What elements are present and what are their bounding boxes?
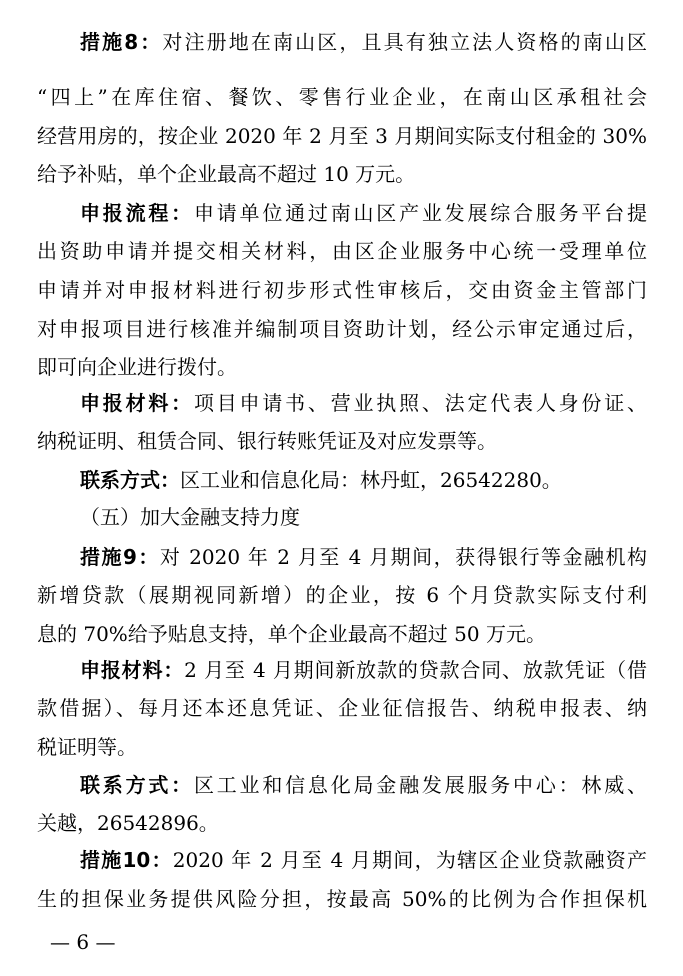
materials-line-1 <box>80 383 647 423</box>
measure-9-line-3: 息的 70%给予贴息支持，单个企业最高不超过 50 万元。 <box>37 622 546 646</box>
process-line-4: 对申报项目进行核准并编制项目资助计划，经公示审定通过后， <box>37 317 647 341</box>
measure-10-line-1 <box>80 840 647 880</box>
measure-10-label: 措施10： <box>80 848 173 872</box>
measure-9-line-1 <box>80 537 647 577</box>
contact-label: 联系方式： <box>80 468 180 492</box>
measure-8-text: 对注册地在南山区，且具有独立法人资格的南山区 <box>162 30 648 54</box>
materials-label: 申报材料： <box>80 391 194 415</box>
contact-2-line-1 <box>80 765 647 805</box>
materials-2-line-2: 款借据）、每月还本还息凭证、企业征信报告、纳税申报表、纳 <box>37 696 647 720</box>
process-line-1 <box>80 193 647 233</box>
measure-9-label: 措施9： <box>80 545 160 569</box>
process-text: 申请单位通过南山区产业发展综合服务平台提 <box>193 201 648 225</box>
materials-2-line-1 <box>80 650 647 690</box>
measure-9-line-2: 新增贷款（展期视同新增）的企业，按 6 个月贷款实际支付利 <box>37 583 647 607</box>
materials-2-text: 2 月至 4 月期间新放款的贷款合同、放款凭证（借 <box>184 658 648 682</box>
page-number: — 6 — <box>50 930 116 954</box>
materials-2-line-3: 税证明等。 <box>37 735 137 759</box>
contact-text: 区工业和信息化局：林丹虹，26542280。 <box>180 468 562 492</box>
materials-2-label: 申报材料： <box>80 658 185 682</box>
materials-line-2: 纳税证明、租赁合同、银行转账凭证及对应发票等。 <box>37 429 497 453</box>
measure-9-text: 对 2020 年 2 月至 4 月期间，获得银行等金融机构 <box>159 545 647 569</box>
process-label: 申报流程： <box>80 201 194 225</box>
process-line-3: 申请并对申报材料进行初步形式性审核后，交由资金主管部门 <box>37 278 647 302</box>
section-heading: （五）加大金融支持力度 <box>80 505 300 529</box>
measure-8-label: 措施8： <box>80 30 163 54</box>
contact-2-line-2: 关越，26542896。 <box>37 811 219 835</box>
measure-10-line-2: 生的担保业务提供风险分担，按最高 50%的比例为合作担保机 <box>37 887 647 911</box>
measure-8-line-3: 经营用房的，按企业 2020 年 2 月至 3 月期间实际支付租金的 30% <box>37 124 647 148</box>
materials-text: 项目申请书、营业执照、法定代表人身份证、 <box>193 391 648 415</box>
contact-2-text: 区工业和信息化局金融发展服务中心：林威、 <box>193 773 648 797</box>
contact-2-label: 联系方式： <box>80 773 194 797</box>
contact-line-1 <box>80 460 647 500</box>
measure-8-line-2: “四上”在库住宿、餐饮、零售行业企业，在南山区承租社会 <box>37 85 647 109</box>
measure-8-line-4: 给予补贴，单个企业最高不超过 10 万元。 <box>37 162 416 186</box>
process-line-2: 出资助申请并提交相关材料，由区企业服务中心统一受理单位 <box>37 239 647 263</box>
process-line-5: 即可向企业进行拨付。 <box>37 355 237 379</box>
measure-10-text: 2020 年 2 月至 4 月期间，为辖区企业贷款融资产 <box>172 848 647 872</box>
measure-8-line-1 <box>80 22 647 62</box>
